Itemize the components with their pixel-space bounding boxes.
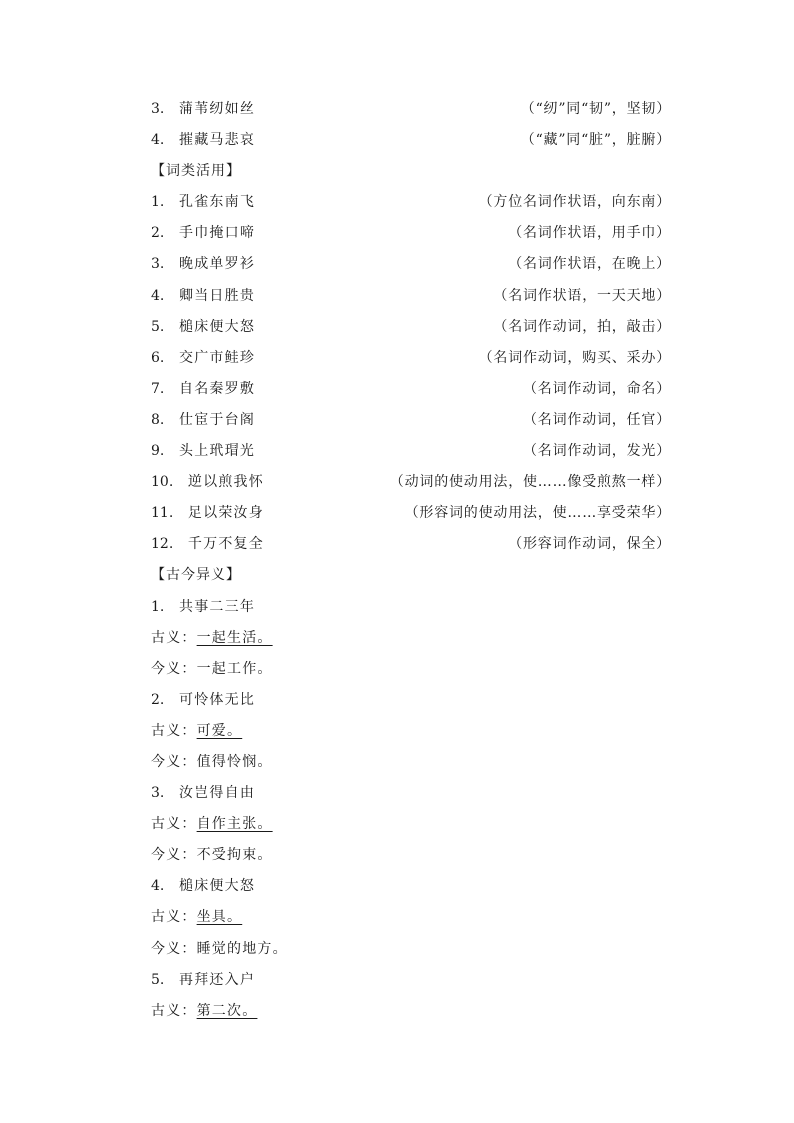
gu-label: 古义： [151, 909, 197, 926]
gu-label: 古义： [151, 1002, 197, 1019]
item-note: （名词作动词，命名） [523, 380, 671, 397]
item-number: 9. [151, 443, 165, 460]
cilei-item [151, 467, 671, 498]
section-heading-cilei: 【词类活用】 [151, 163, 241, 180]
item-phrase: 槌床便大怒 [179, 318, 256, 335]
item-number: 10. [151, 474, 174, 491]
item-note: （名词作状语，在晚上） [508, 256, 671, 273]
item-note: （方位名词作状语，向东南） [478, 194, 671, 211]
item-phrase: 可怜体无比 [179, 691, 256, 708]
cilei-item [151, 498, 671, 529]
item-phrase: 千万不复全 [187, 536, 264, 553]
item-phrase: 逆以煎我怀 [187, 474, 264, 491]
item-phrase: 自名秦罗敷 [179, 380, 256, 397]
jin-answer: 值得怜悯。 [196, 753, 273, 770]
item-number: 8. [151, 411, 165, 428]
jin-meaning [151, 747, 671, 778]
item-phrase: 手巾掩口啼 [179, 225, 256, 242]
jin-label: 今义： [151, 847, 197, 864]
gujin-item [151, 778, 671, 809]
item-phrase: 蒲苇纫如丝 [179, 101, 256, 117]
item-number: 4. [151, 132, 165, 149]
item-note: （名词作状语，一天天地） [493, 287, 671, 304]
item-number: 2. [151, 691, 165, 708]
item-phrase: 晚成单罗衫 [179, 256, 256, 273]
item-note: （名词作动词，任官） [523, 411, 671, 428]
item-number: 3. [151, 101, 165, 117]
cilei-item [151, 374, 671, 405]
cilei-item [151, 405, 671, 436]
item-phrase: 交广市鲑珍 [179, 349, 256, 366]
jin-answer: 一起工作。 [196, 660, 273, 677]
gujin-item [151, 592, 671, 623]
cilei-item [151, 281, 671, 312]
item-phrase: 槌床便大怒 [179, 878, 256, 895]
document-page [151, 94, 671, 1027]
item-number: 1. [151, 194, 165, 211]
item-number: 11. [151, 505, 174, 522]
item-phrase: 孔雀东南飞 [179, 194, 256, 211]
jin-meaning [151, 934, 671, 965]
jin-meaning [151, 840, 671, 871]
item-phrase: 仕宦于台阁 [179, 411, 256, 428]
item-phrase: 再拜还入户 [179, 971, 256, 988]
gujin-item [151, 685, 671, 716]
item-number: 5. [151, 971, 165, 988]
gu-label: 古义： [151, 722, 197, 739]
item-note: （“纫”同“韧”，坚韧） [520, 101, 671, 117]
item-phrase: 头上玳瑁光 [179, 443, 256, 460]
gu-answer: 一起生活。 [196, 629, 273, 646]
item-note: （名词作动词，拍，敲击） [493, 318, 671, 335]
item-note: （“藏”同“脏”，脏腑） [520, 132, 671, 149]
item-phrase: 卿当日胜贵 [179, 287, 256, 304]
gu-answer: 自作主张。 [196, 816, 273, 833]
item-phrase: 足以荣汝身 [187, 505, 264, 522]
cilei-item [151, 436, 671, 467]
cilei-item [151, 529, 671, 560]
item-phrase: 汝岂得自由 [179, 785, 256, 802]
item-phrase: 摧藏马悲哀 [179, 132, 256, 149]
gu-meaning [151, 902, 671, 933]
item-number: 5. [151, 318, 165, 335]
item-note: （形容词作动词，保全） [508, 536, 671, 553]
item-number: 4. [151, 287, 165, 304]
jin-answer: 睡觉的地方。 [196, 940, 288, 957]
item-number: 2. [151, 225, 165, 242]
item-number: 7. [151, 380, 165, 397]
cilei-item [151, 312, 671, 343]
tongjia-item [151, 125, 671, 156]
cilei-item [151, 343, 671, 374]
gu-label: 古义： [151, 816, 197, 833]
item-note: （动词的使动用法，使……像受煎熬一样） [389, 474, 671, 491]
item-number: 3. [151, 256, 165, 273]
cilei-item [151, 218, 671, 249]
gu-meaning [151, 623, 671, 654]
item-number: 1. [151, 598, 165, 615]
gu-answer: 可爱。 [196, 722, 243, 739]
item-note: （名词作动词，发光） [523, 443, 671, 460]
gu-answer: 第二次。 [196, 1002, 258, 1019]
gu-label: 古义： [151, 629, 197, 646]
item-number: 6. [151, 349, 165, 366]
item-note: （名词作动词，购买、采办） [478, 349, 671, 366]
item-number: 4. [151, 878, 165, 895]
gujin-item [151, 965, 671, 996]
gu-meaning [151, 996, 671, 1027]
item-note: （形容词的使动用法，使……享受荣华） [404, 505, 671, 522]
cilei-item [151, 249, 671, 280]
item-phrase: 共事二三年 [179, 598, 256, 615]
gu-answer: 坐具。 [196, 909, 243, 926]
item-note: （名词作状语，用手巾） [508, 225, 671, 242]
jin-answer: 不受拘束。 [196, 847, 273, 864]
section-heading-gujin: 【古今异义】 [151, 567, 241, 584]
jin-meaning [151, 654, 671, 685]
jin-label: 今义： [151, 753, 197, 770]
jin-label: 今义： [151, 660, 197, 677]
jin-label: 今义： [151, 940, 197, 957]
cilei-item [151, 187, 671, 218]
tongjia-item [151, 94, 671, 125]
gu-meaning [151, 716, 671, 747]
gu-meaning [151, 809, 671, 840]
item-number: 3. [151, 785, 165, 802]
gujin-item [151, 871, 671, 902]
item-number: 12. [151, 536, 174, 553]
